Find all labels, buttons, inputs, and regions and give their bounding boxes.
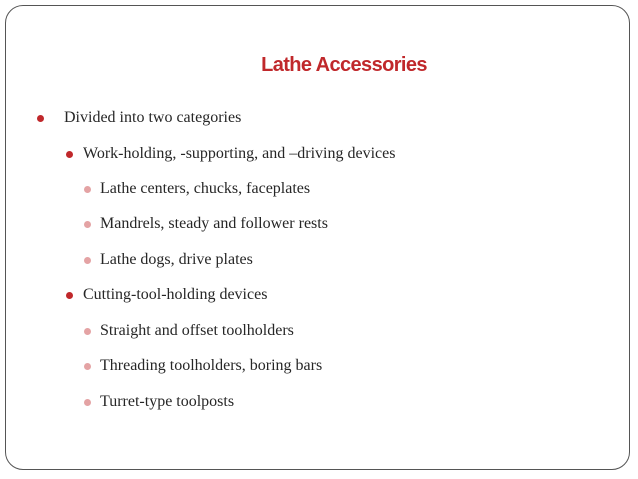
bullet-text: Straight and offset toolholders <box>100 322 294 339</box>
bullet-dot-icon <box>84 257 91 264</box>
bullet-dot-icon <box>84 399 91 406</box>
slide-title-text: Lathe Accessories <box>261 54 427 76</box>
bullet-text: Lathe dogs, drive plates <box>100 251 253 268</box>
bullet-dot-icon <box>84 186 91 193</box>
slide-title <box>0 54 638 77</box>
bullet-text: Turret-type toolposts <box>100 393 235 410</box>
bullet-dot-icon <box>84 363 91 370</box>
bullet-text: Cutting-tool-holding devices <box>83 286 268 303</box>
bullet-text: Threading toolholders, boring bars <box>100 357 323 374</box>
bullet-dot-icon <box>66 151 73 158</box>
bullet-text: Mandrels, steady and follower rests <box>100 215 328 232</box>
bullet-dot-icon <box>66 292 73 299</box>
bullet-text: Lathe centers, chucks, faceplates <box>100 180 311 197</box>
bullet-dot-icon <box>84 221 91 228</box>
bullet-text: Divided into two categories <box>64 109 242 126</box>
bullet-text: Work-holding, -supporting, and –driving devices <box>83 145 396 162</box>
bullet-dot-icon <box>37 115 44 122</box>
bullet-dot-icon <box>84 328 91 335</box>
